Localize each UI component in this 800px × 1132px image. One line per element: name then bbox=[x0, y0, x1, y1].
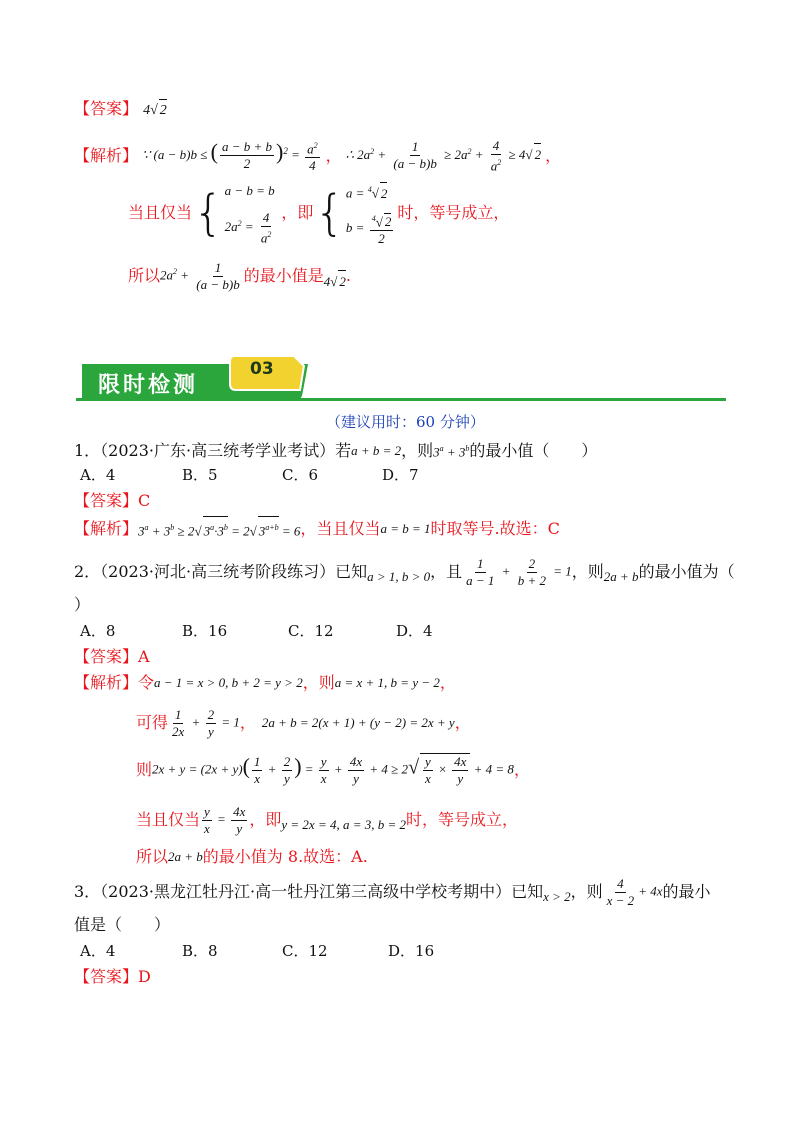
q2-l2-end: ， bbox=[454, 713, 471, 732]
q2-stem-prefix: 2．（2023·河北·高三统考阶段练习）已知 bbox=[74, 562, 368, 581]
q1-option-b: B．5 bbox=[182, 466, 218, 484]
q2-option-b: B．16 bbox=[182, 622, 228, 640]
q2-l4-prefix: 当且仅当 bbox=[136, 810, 201, 829]
q1-analysis-text2: 时取等号.故选：C bbox=[430, 519, 560, 539]
answer-label: 【答案】 bbox=[74, 99, 139, 118]
q2-analysis-line5 bbox=[136, 846, 368, 868]
q2-analysis-line1 bbox=[74, 672, 456, 694]
q2-answer-value: A bbox=[138, 647, 150, 666]
q1-expr: $3^a + 3^b$ bbox=[433, 444, 470, 460]
q1-option-a: A．4 bbox=[80, 466, 116, 484]
cond-mid: ，即 bbox=[281, 203, 314, 222]
q1-stem-suffix: 的最小值（ ） bbox=[469, 440, 598, 460]
q2-l2-prefix: 可得 bbox=[136, 713, 169, 732]
q1-answer-value: C bbox=[138, 491, 151, 510]
answer-value: 4√ 2 bbox=[143, 103, 167, 118]
q2-cond1: a > 1, b > 0 bbox=[367, 569, 431, 584]
concl-expr: $2a^2$ + $\frac{1}{(a - b)b}$ bbox=[160, 259, 240, 292]
q2-stem-mid2: ，则 bbox=[571, 562, 604, 581]
analysis-math-2: ∴ $2a^2$ + $\frac{1}{(a - b)b}$ ≥ $2a^2$ + $\frac{4}{a^2}$ ≥ 4√ 2 bbox=[345, 137, 542, 174]
cond-system-1: a − b = b $2a^2$ = $\frac{4}{a^2}$ bbox=[224, 182, 275, 246]
q1-analysis-math: $3^a + 3^b \ge 2√$ $3^a\cdot 3^b = 2√$ $3^{a+b} = 6$ bbox=[138, 516, 300, 542]
q2-l1-prefix: 令 bbox=[138, 673, 155, 692]
q2-answer-label: 【答案】 bbox=[74, 647, 139, 666]
q1-option-d: D．7 bbox=[382, 466, 419, 484]
cond-prefix: 当且仅当 bbox=[128, 203, 193, 222]
q2-l4-math: $\frac{y}{x}$ = $\frac{4x}{y}$ bbox=[204, 803, 246, 836]
concl-value: 4√ 2 bbox=[324, 270, 346, 293]
q3-answer-label: 【答案】 bbox=[74, 967, 139, 986]
q1-cond: a + b = 2 bbox=[351, 442, 402, 458]
q1-option-c: C．6 bbox=[282, 466, 319, 484]
q3-stem-suffix: 的最小 bbox=[662, 882, 711, 901]
q2-expr: 2a + b bbox=[603, 569, 639, 584]
q1-analysis-text1: ，当且仅当 bbox=[300, 519, 381, 539]
q3-answer-value: D bbox=[138, 967, 151, 986]
banner-title: 限时检测 bbox=[98, 373, 199, 398]
q3-option-a: A．4 bbox=[80, 942, 116, 960]
q3-stem bbox=[74, 872, 711, 912]
q1-stem-mid: ，则 bbox=[401, 440, 434, 460]
cond-system-2: a = $^4$√ 2 b = $\frac{^4√ 2}{2}$ bbox=[346, 179, 395, 247]
q1-answer bbox=[74, 490, 150, 512]
q2-option-c: C．12 bbox=[288, 622, 334, 640]
q2-analysis-line4 bbox=[136, 800, 518, 840]
cond-suffix: 时，等号成立， bbox=[397, 203, 510, 222]
q2-stem-suffix: 的最小值为（ bbox=[638, 562, 735, 581]
concl-prefix: 所以 bbox=[128, 266, 161, 285]
q1-answer-label: 【答案】 bbox=[74, 491, 139, 510]
top-analysis-line1: 【解析】 ∵ (a − b)b ≤ ( $\frac{a - b + b}{2}$ )$^2$ = $\frac{a^2}{4}$ ， ∴ $2a^2$ + $\frac{1}{(a - b)b}$ ≥ $2a^2$ + $\frac{4}{a^2}$ ≥ 4√ 2 ， bbox=[74, 137, 562, 174]
q2-answer bbox=[74, 646, 150, 668]
q3-stem-line2: 值是（ ） bbox=[74, 915, 171, 934]
q3-option-c: C．12 bbox=[282, 942, 328, 960]
q2-l1-mid: ，则 bbox=[302, 673, 335, 692]
q2-l1-end: ， bbox=[439, 673, 456, 692]
q2-l3-end: ， bbox=[513, 760, 530, 779]
q2-option-d: D．4 bbox=[396, 622, 433, 640]
q3-option-d: D．16 bbox=[388, 942, 435, 960]
q3-answer bbox=[74, 966, 151, 988]
q1-analysis-label: 【解析】 bbox=[74, 519, 139, 539]
q3-stem-mid: ，则 bbox=[570, 882, 603, 901]
q2-l5-math: 2a + b bbox=[168, 849, 203, 864]
concl-end: . bbox=[345, 266, 351, 285]
q1-stem-prefix: 1．（2023·广东·高三统考学业考试）若 bbox=[74, 440, 352, 460]
top-condition-line: 当且仅当 { a − b = b $2a^2$ = $\frac{4}{a^2}$ ，即 { a = $^4$√ 2 b = $\frac{^4√ 2}{2}$ 时，等号成立， bbox=[128, 182, 509, 244]
q1-analysis bbox=[74, 516, 560, 542]
q2-l5-prefix: 所以 bbox=[136, 847, 169, 866]
q3-stem-prefix: 3．（2023·黑龙江牡丹江·高一牡丹江第三高级中学校考期中）已知 bbox=[74, 882, 544, 901]
q2-stem bbox=[74, 552, 735, 592]
q3-expr: $\frac{4}{x - 2}$ + 4x bbox=[606, 875, 663, 908]
q2-analysis-label: 【解析】 bbox=[74, 673, 139, 692]
q2-l4-mid: ，即 bbox=[249, 810, 282, 829]
q2-l4-suffix: 时，等号成立， bbox=[406, 810, 519, 829]
suggested-time: （建议用时：60 分钟） bbox=[326, 413, 485, 431]
q2-stem-line2: ） bbox=[74, 595, 91, 614]
q2-l4-math2: y = 2x = 4, a = 3, b = 2 bbox=[281, 817, 407, 832]
q2-l3-math: 2x + y = (2x + y)( $\frac{1}{x}$ + $\frac{2}{y}$ ) = $\frac{y}{x}$ + $\frac{4x}{y}$ + 4 ≥ 2√ $\frac{y}{x}$ × $\frac{4x}{y}$ + 4 = 8 bbox=[152, 753, 514, 786]
top-conclusion-line bbox=[128, 256, 351, 296]
q2-option-a: A．8 bbox=[80, 622, 116, 640]
q2-l2-sep: ， bbox=[239, 713, 256, 732]
analysis-label: 【解析】 bbox=[74, 146, 139, 165]
banner-number: 03 bbox=[250, 359, 274, 379]
q2-l1-math: a − 1 = x > 0, b + 2 = y > 2 bbox=[154, 675, 303, 690]
q2-stem-mid1: ，且 bbox=[430, 562, 463, 581]
section-divider bbox=[76, 398, 726, 401]
q2-l3-prefix: 则 bbox=[136, 760, 153, 779]
q2-l1-math2: a = x + 1, b = y − 2 bbox=[334, 675, 440, 690]
q2-cond2: $\frac{1}{a - 1}$ + $\frac{2}{b + 2}$ = 1 bbox=[466, 555, 572, 588]
q2-l5-suffix: 的最小值为 8.故选：A. bbox=[202, 847, 368, 866]
concl-mid: 的最小值是 bbox=[243, 266, 324, 285]
q2-l2-math: $\frac{1}{2x}$ + $\frac{2}{y}$ = 1 bbox=[172, 706, 240, 739]
q3-option-b: B．8 bbox=[182, 942, 218, 960]
q2-analysis-line2 bbox=[136, 704, 471, 742]
top-answer-line bbox=[74, 98, 167, 122]
analysis-math-1: ∵ (a − b)b ≤ ( $\frac{a - b + b}{2}$ )$^2$ = $\frac{a^2}{4}$ bbox=[142, 138, 318, 174]
q2-analysis-line3 bbox=[136, 748, 530, 792]
q3-cond: x > 2 bbox=[543, 889, 571, 904]
q1-stem bbox=[74, 438, 597, 463]
q2-l2-math2: 2a + b = 2(x + 1) + (y − 2) = 2x + y bbox=[261, 715, 455, 730]
q1-analysis-cond: a = b = 1 bbox=[380, 521, 431, 537]
section-banner bbox=[76, 356, 312, 402]
